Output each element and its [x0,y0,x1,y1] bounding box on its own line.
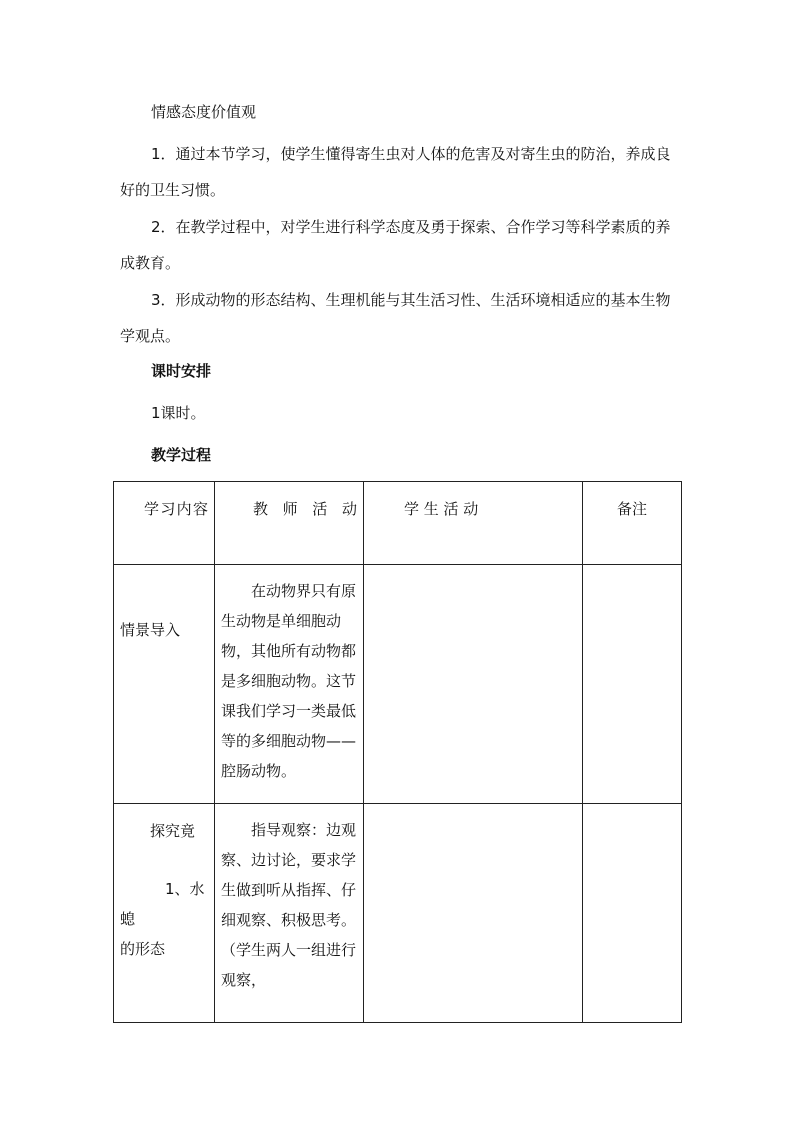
row1-notes-cell [583,565,682,804]
row1-content-label: 情景导入 [120,621,181,639]
emotion-heading: 情感态度价值观 [151,103,257,121]
header-content-cell [114,482,215,565]
header-student-label: 学 生 活 动 [404,500,479,518]
header-notes-cell [583,482,682,565]
row2-teacher-cell [215,804,364,1023]
header-teacher-label: 教师活动 [253,500,357,518]
header-notes-label: 备注 [616,500,647,518]
schedule-text: 1课时。 [151,404,206,422]
row1-teacher-text: 在动物界只有原生动物是单细胞动物，其他所有动物都是多细胞动物。这节课我们学习一类最低等的多细胞动物——腔肠动物。 [221,582,357,780]
row2-teacher-text: 指导观察：边观察、边讨论，要求学生做到听从指挥、仔细观察、积极思考。（学生两人一组进行观察， [221,821,357,989]
teaching-process-table [113,481,682,1023]
row2-content-line1: 探究竟 [150,822,196,840]
objective-paragraph-3: 3．形成动物的形态结构、生理机能与其生活习性、生活环境相适应的基本生物学观点。 [120,291,671,345]
table-header-row [114,482,682,565]
header-teacher-cell [215,482,364,565]
objective-paragraph-1: 1．通过本节学习，使学生懂得寄生虫对人体的危害及对寄生虫的防治，养成良好的卫生习惯。 [120,145,671,199]
table-row [114,565,682,804]
row2-content-cell [114,804,215,1023]
header-content-label: 学习内容 [144,500,208,518]
header-student-cell [364,482,583,565]
row2-content-line2: 1、水螅 [120,880,205,928]
table-row [114,804,682,1023]
row1-content-cell [114,565,215,804]
row2-content-label [120,804,208,964]
row2-notes-cell [583,804,682,1023]
row1-student-cell [364,565,583,804]
row2-content-line3: 的形态 [120,940,166,958]
schedule-heading: 课时安排 [151,362,212,380]
row2-student-cell [364,804,583,1023]
row1-teacher-cell [215,565,364,804]
process-heading: 教学过程 [151,446,212,464]
objective-paragraph-2: 2．在教学过程中，对学生进行科学态度及勇于探索、合作学习等科学素质的养成教育。 [120,218,671,272]
